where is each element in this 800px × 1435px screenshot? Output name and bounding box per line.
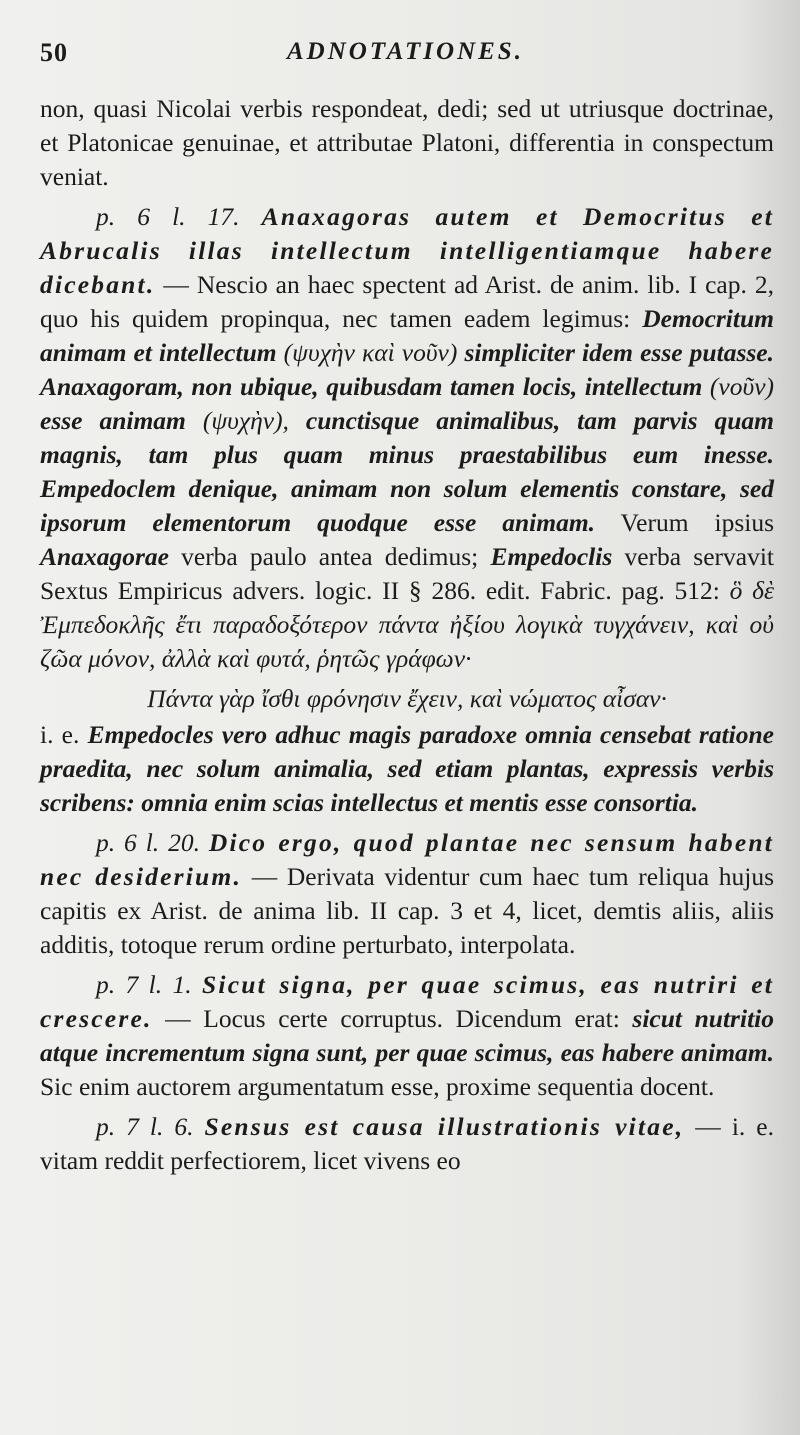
running-title: ADNOTATIONES. <box>287 38 524 65</box>
page-header <box>40 28 774 92</box>
note-p7-l1: p. 7 l. 1. Sicut signa, per quae scimus, eas nutriri et crescere. — Locus certe corruptus. Dicendum erat: sicut nutritio atque incrementum signa sunt, per quae scimus, eas habere animam. Sic enim auctorem argumentatum esse, proxime sequentia docent. <box>40 970 775 1101</box>
note-lemma: Sicut signa, per quae scimus, eas nutriri et crescere. <box>40 970 775 1033</box>
paragraph-continuation: non, quasi Nicolai verbis respondeat, dedi; sed ut utriusque doctrinae, et Platonicae genuinae, et attributae Platoni, differentia in conspectum veniat. <box>40 94 774 191</box>
note-ref: p. 7 l. 1. <box>96 970 192 999</box>
note-lemma: Anaxagoras autem et Democritus et Abrucalis illas intellectum intelligentiamque habere dicebant. <box>40 202 775 299</box>
page-body <box>40 92 774 1178</box>
note-p6-l20: p. 6 l. 20. Dico ergo, quod plantae nec sensum habent nec desiderium. — Derivata videntur cum haec tum reliqua hujus capitis ex Arist. de anima lib. II cap. 3 et 4, licet, demtis aliis, aliis additis, totoque rerum ordine perturbato, interpolata. <box>40 828 775 959</box>
note-p6-l17: p. 6 l. 17. Anaxagoras autem et Democritus et Abrucalis illas intellectum intelligentiamque habere dicebant. — Nescio an haec spectent ad Arist. de anim. lib. I cap. 2, quo his quidem propinqua, nec tamen eadem legimus: Democritum animam et intellectum (ψυχὴν καὶ νοῦν) simpliciter idem esse putasse. Anaxagoram, non ubique, quibusdam tamen locis, intellectum (νοῦν) esse animam (ψυχὴν), cunctisque animalibus, tam parvis quam magnis, tam plus quam minus praestabilibus eum inesse. Empedoclem denique, animam non solum elementis constare, sed ipsorum elementorum quodque esse animam. Verum ipsius Anaxagorae verba paulo antea dedimus; Empedoclis verba servavit Sextus Empiricus advers. logic. II § 286. edit. Fabric. pag. 512: ὃ δὲ Ἐμπεδοκλῆς ἔτι παραδοξότερον πάντα ἠξίου λογικὰ τυγχάνειν, καὶ οὐ ζῶα μόνον, ἀλλὰ καὶ φυτά, ῥητῶς γράφων· <box>40 202 775 673</box>
note-p7-l6: p. 7 l. 6. Sensus est causa illustrationis vitae, — i. e. vitam reddit perfectiorem, licet vivens eo <box>40 1112 774 1175</box>
note-lemma: Dico ergo, quod plantae nec sensum habent nec desiderium. <box>40 828 775 891</box>
note-ref: p. 7 l. 6. <box>96 1112 194 1141</box>
translation: i. e. Empedocles vero adhuc magis paradoxe omnia censebat ratione praedita, nec solum animalia, sed etiam plantas, expressis verbis scribens: omnia enim scias intellectus et mentis esse consortia. <box>40 720 774 817</box>
greek-quotation: ὃ δὲ Ἐμπεδοκλῆς ἔτι παραδοξότερον πάντα ἠξίου λογικὰ τυγχάνειν, καὶ οὐ ζῶα μόνον, ἀλλὰ καὶ φυτά, ῥητῶς γράφων· <box>40 576 774 673</box>
note-ref: p. 6 l. 17. <box>96 202 240 231</box>
page-number: 50 <box>40 38 68 67</box>
note-ref: p. 6 l. 20. <box>96 828 200 857</box>
note-lemma: Sensus est causa illustrationis vitae, <box>204 1112 685 1141</box>
greek-verse: Πάντα γὰρ ἴσθι φρόνησιν ἔχειν, καὶ νώματος αἶσαν· <box>147 684 667 713</box>
